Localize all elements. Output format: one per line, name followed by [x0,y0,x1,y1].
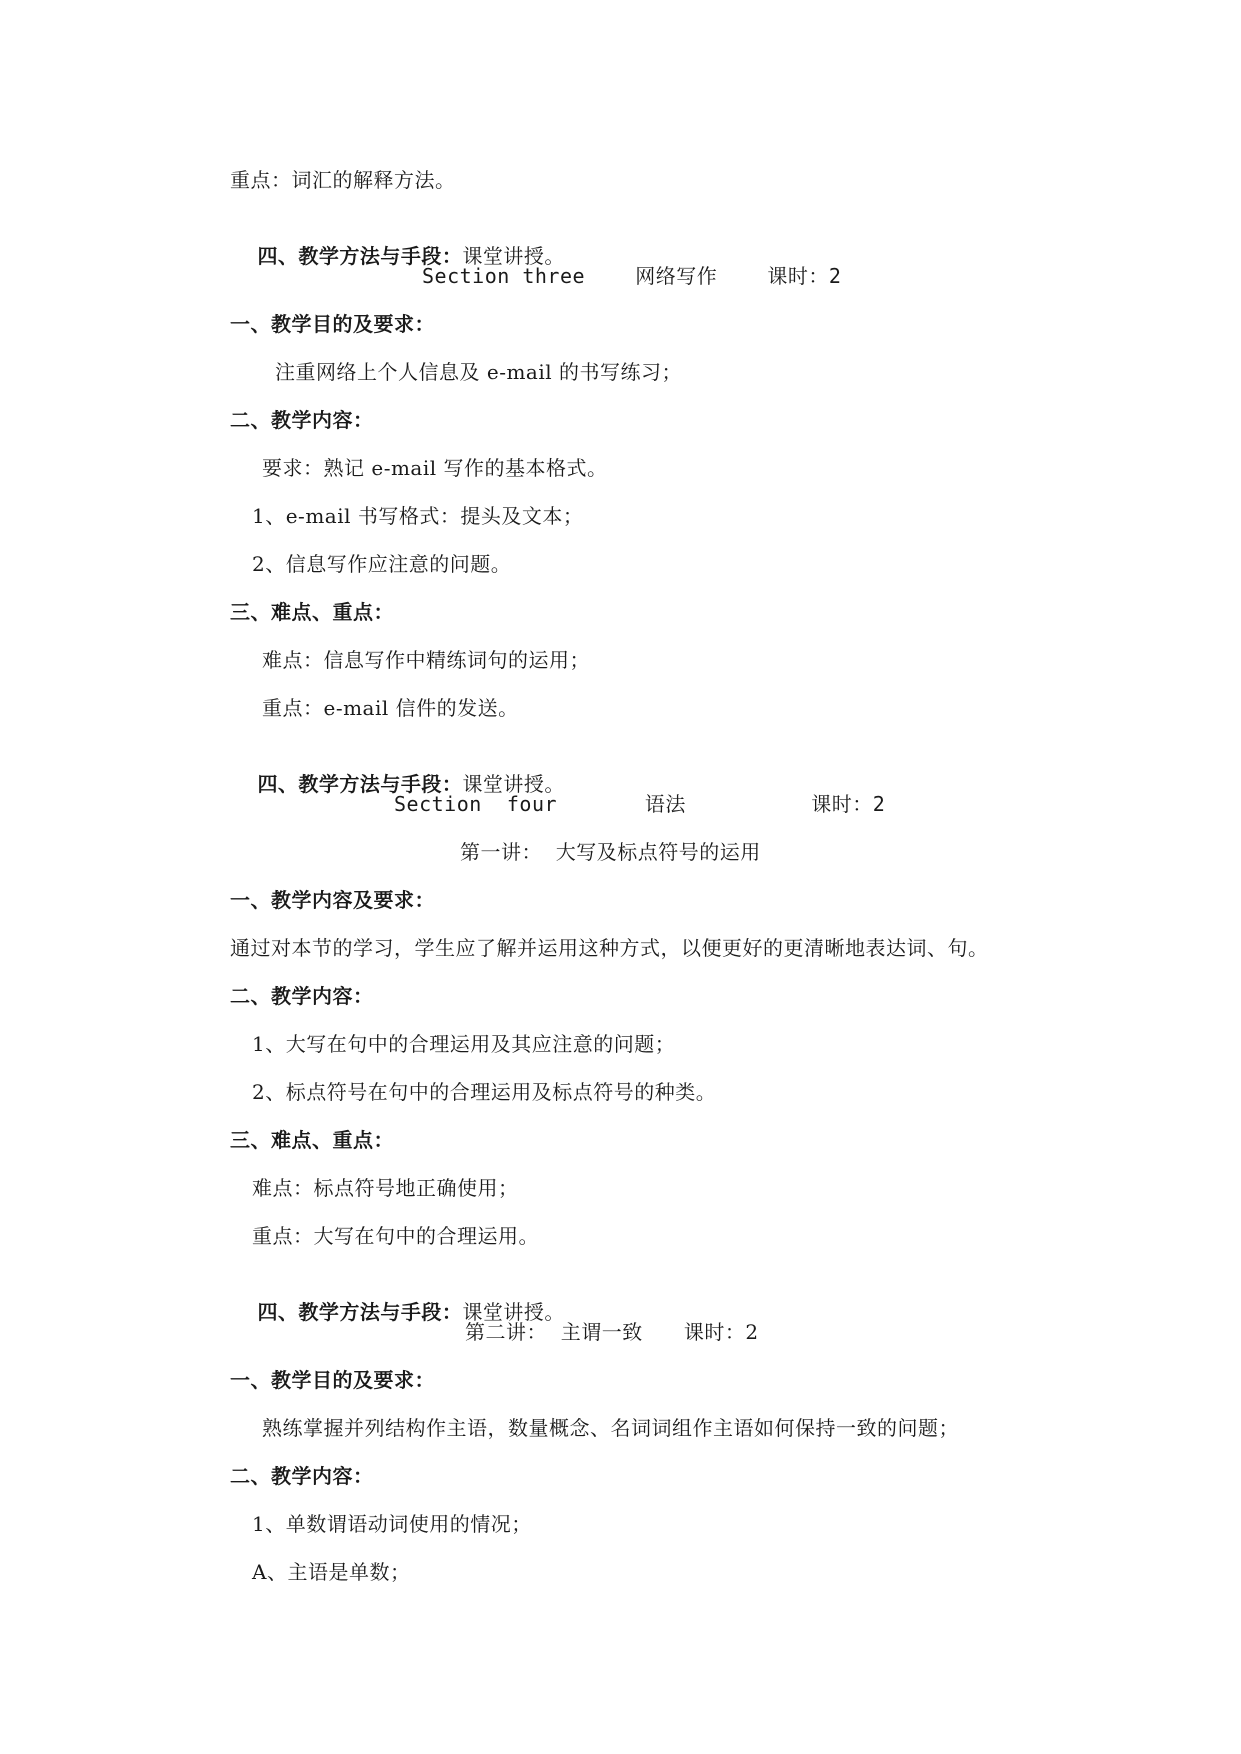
section-four-title: Section four 语法 课时：2 [394,792,886,816]
key-point-text: 重点：e-mail 信件的发送。 [262,696,519,720]
key-point-text: 重点：大写在句中的合理运用。 [252,1224,539,1248]
difficulty-heading: 三、难点、重点： [230,1128,394,1152]
objectives-heading: 一、教学目的及要求： [230,312,435,336]
methods-text: 课堂讲授。 [462,1300,565,1324]
key-point-line: 重点：词汇的解释方法。 [230,168,456,192]
difficulty-text: 难点：信息写作中精练词句的运用； [262,648,590,672]
lecture-one-title: 第一讲： 大写及标点符号的运用 [460,840,761,864]
section-three-title: Section three 网络写作 课时：2 [422,264,842,288]
content-heading: 二、教学内容： [230,408,374,432]
lecture-two-title: 第二讲： 主谓一致 课时：2 [465,1320,759,1344]
methods-text: 课堂讲授。 [462,772,565,796]
objectives-text: 熟练掌握并列结构作主语，数量概念、名词词组作主语如何保持一致的问题； [262,1416,959,1440]
content-item-1: 1、单数谓语动词使用的情况； [252,1512,532,1536]
content-heading: 二、教学内容： [230,984,374,1008]
methods-text: 课堂讲授。 [462,244,565,268]
objectives-text: 通过对本节的学习，学生应了解并运用这种方式，以便更好的更清晰地表达词、句。 [230,936,989,960]
objectives-heading: 一、教学目的及要求： [230,1368,435,1392]
difficulty-text: 难点：标点符号地正确使用； [252,1176,519,1200]
methods-heading: 四、教学方法与手段： [257,772,463,796]
methods-heading: 四、教学方法与手段： [257,244,463,268]
difficulty-heading: 三、难点、重点： [230,600,394,624]
content-item-2: 2、信息写作应注意的问题。 [252,552,512,576]
content-item-a: A、主语是单数； [252,1560,411,1584]
content-heading: 二、教学内容： [230,1464,374,1488]
content-item-1: 1、大写在句中的合理运用及其应注意的问题； [252,1032,676,1056]
content-requirement: 要求：熟记 e-mail 写作的基本格式。 [262,456,608,480]
content-item-2: 2、标点符号在句中的合理运用及标点符号的种类。 [252,1080,717,1104]
objectives-text: 注重网络上个人信息及 e-mail 的书写练习； [275,360,682,384]
methods-heading: 四、教学方法与手段： [257,1300,463,1324]
objectives-heading: 一、教学内容及要求： [230,888,435,912]
content-item-1: 1、e-mail 书写格式：提头及文本； [252,504,584,528]
